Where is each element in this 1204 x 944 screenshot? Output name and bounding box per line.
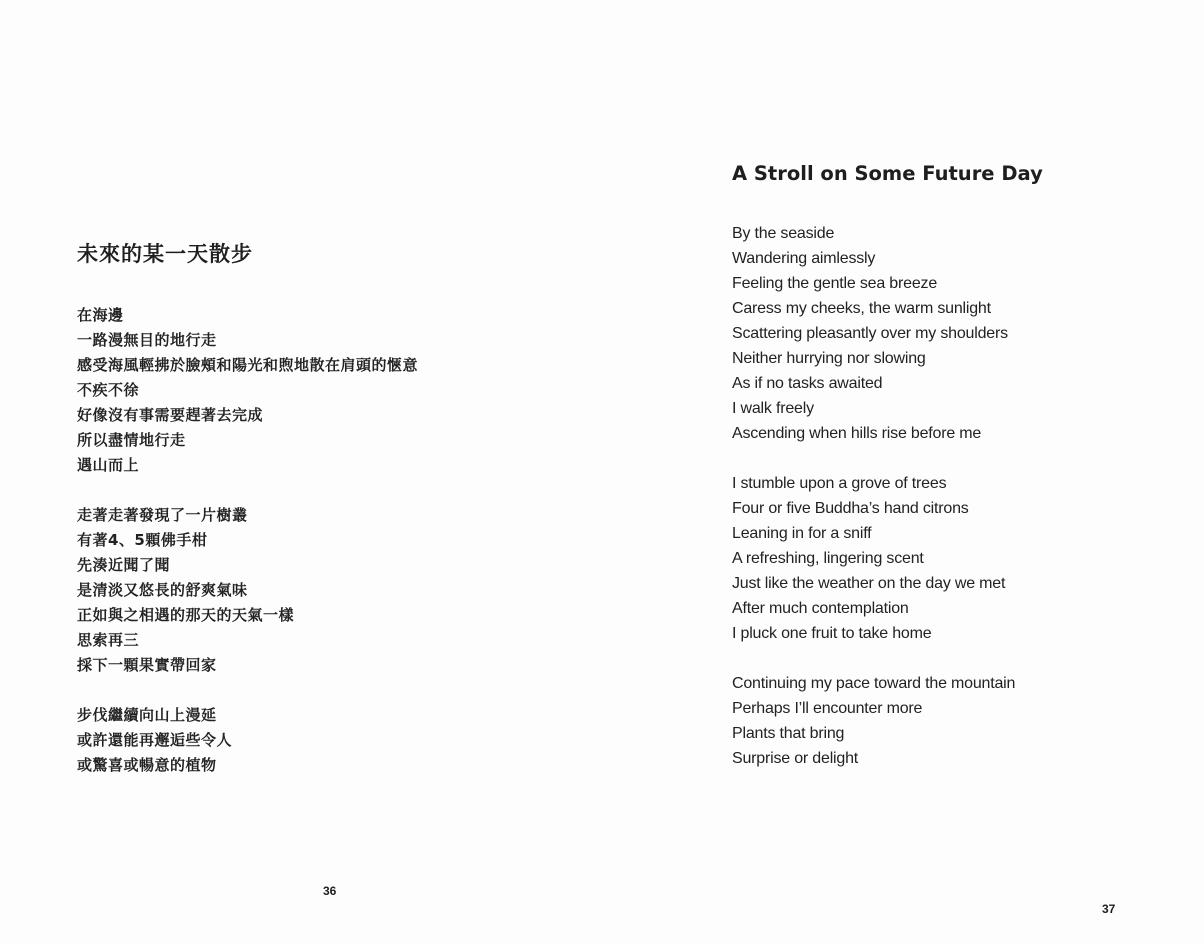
stanza bbox=[77, 703, 418, 778]
poem-line: 在海邊 bbox=[77, 306, 124, 324]
poem-line: Plants that bring bbox=[732, 725, 845, 742]
poem-line: 走著走著發現了一片樹叢 bbox=[77, 506, 248, 524]
poem-line: Leaning in for a sniff bbox=[732, 525, 872, 542]
poem-line: Caress my cheeks, the warm sunlight bbox=[732, 300, 991, 317]
poem-line: 感受海風輕拂於臉頰和陽光和煦地散在肩頭的愜意 bbox=[77, 356, 419, 374]
stanza bbox=[732, 671, 1015, 771]
poem-line: 先湊近聞了聞 bbox=[77, 556, 171, 574]
stanza bbox=[732, 221, 1015, 446]
poem-line: 一路漫無目的地行走 bbox=[77, 331, 217, 349]
poem-line: Ascending when hills rise before me bbox=[732, 425, 982, 442]
poem-line: I stumble upon a grove of trees bbox=[732, 475, 947, 492]
poem-line: 好像沒有事需要趕著去完成 bbox=[77, 406, 264, 424]
poem-body-english bbox=[732, 221, 1015, 796]
page-number: 36 bbox=[323, 884, 337, 898]
poem-line: By the seaside bbox=[732, 225, 835, 242]
poem-line: A refreshing, lingering scent bbox=[732, 550, 924, 567]
poem-line: 或許還能再邂逅些令人 bbox=[77, 731, 233, 749]
poem-title-english: A Stroll on Some Future Day bbox=[732, 162, 1043, 185]
poem-line: Perhaps I’ll encounter more bbox=[732, 700, 923, 717]
page-number: 37 bbox=[1102, 902, 1116, 916]
poem-line: Wandering aimlessly bbox=[732, 250, 876, 267]
stanza bbox=[77, 503, 418, 678]
poem-line: As if no tasks awaited bbox=[732, 375, 883, 392]
poem-line: Scattering pleasantly over my shoulders bbox=[732, 325, 1008, 342]
poem-line: After much contemplation bbox=[732, 600, 909, 617]
poem-line: 或驚喜或暢意的植物 bbox=[77, 756, 217, 774]
poem-title-chinese: 未來的某一天散步 bbox=[77, 242, 253, 266]
poem-line: I pluck one fruit to take home bbox=[732, 625, 932, 642]
poem-line: 所以盡情地行走 bbox=[77, 431, 186, 449]
poem-line: Surprise or delight bbox=[732, 750, 859, 767]
poem-line: 步伐繼續向山上漫延 bbox=[77, 706, 217, 724]
poem-line: Feeling the gentle sea breeze bbox=[732, 275, 938, 292]
poem-line: Just like the weather on the day we met bbox=[732, 575, 1006, 592]
poem-line: 不疾不徐 bbox=[77, 381, 140, 399]
poem-line: I walk freely bbox=[732, 400, 814, 417]
poem-line: 思索再三 bbox=[77, 631, 140, 649]
stanza bbox=[77, 303, 418, 478]
poem-line: 遇山而上 bbox=[77, 456, 140, 474]
poem-line: Neither hurrying nor slowing bbox=[732, 350, 926, 367]
poem-line: 正如與之相遇的那天的天氣一樣 bbox=[77, 606, 295, 624]
poem-line: Continuing my pace toward the mountain bbox=[732, 675, 1016, 692]
poem-body-chinese bbox=[77, 303, 418, 803]
poem-line: 是清淡又悠長的舒爽氣味 bbox=[77, 581, 248, 599]
right-page bbox=[602, 0, 1204, 944]
stanza bbox=[732, 471, 1015, 646]
poem-line: 有著4、5顆佛手柑 bbox=[77, 531, 208, 549]
poem-line: Four or five Buddha’s hand citrons bbox=[732, 500, 969, 517]
poem-line: 採下一顆果實帶回家 bbox=[77, 656, 217, 674]
